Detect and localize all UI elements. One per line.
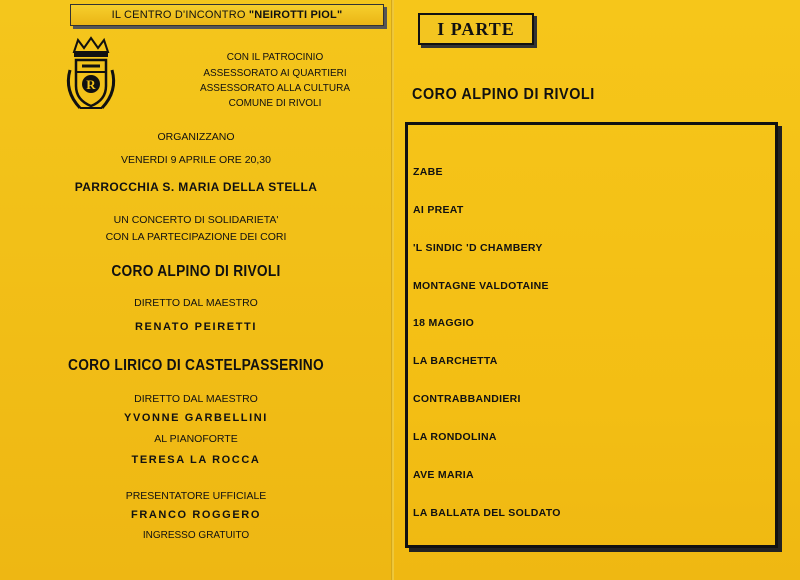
presenter-label: PRESENTATORE UFFICIALE	[125, 490, 267, 502]
song-item: LA BALLATA DEL SOLDATO	[413, 507, 561, 519]
song-item: AI PREAT	[413, 204, 464, 216]
directed-by-2: DIRETTO DAL MAESTRO	[134, 393, 258, 405]
song-list-box	[405, 122, 778, 548]
venue: PARROCCHIA S. MARIA DELLA STELLA	[74, 180, 318, 194]
piano-label: AL PIANOFORTE	[154, 433, 238, 445]
right-choir-title: CORO ALPINO DI RIVOLI	[412, 86, 595, 103]
date-time: VENERDI 9 APRILE ORE 20,30	[121, 154, 271, 166]
director-2: YVONNE GARBELLINI	[124, 412, 268, 424]
song-item: CONTRABBANDIERI	[413, 393, 521, 405]
organize-text: ORGANIZZANO	[157, 131, 235, 143]
song-item: MONTAGNE VALDOTAINE	[413, 280, 549, 292]
patronage-line-4: COMUNE DI RIVOLI	[228, 98, 322, 109]
concert-line-1: UN CONCERTO DI SOLIDARIETA'	[113, 214, 279, 226]
song-item: LA RONDOLINA	[413, 431, 497, 443]
song-item: 18 MAGGIO	[413, 317, 475, 329]
song-item: AVE MARIA	[413, 469, 474, 481]
rivoli-coat-of-arms-icon	[62, 36, 120, 116]
presenter: FRANCO ROGGERO	[131, 509, 261, 521]
song-item: ZABE	[413, 166, 443, 178]
entry-note: INGRESSO GRATUITO	[142, 530, 250, 541]
section-title: I PARTE	[418, 13, 534, 45]
concert-line-2: CON LA PARTECIPAZIONE DEI CORI	[105, 231, 287, 243]
header-prefix: IL CENTRO D'INCONTRO	[111, 9, 249, 21]
directed-by-1: DIRETTO DAL MAESTRO	[134, 297, 258, 309]
choir-1-title: CORO ALPINO DI RIVOLI	[111, 263, 281, 280]
patronage-line-3: ASSESSORATO ALLA CULTURA	[199, 83, 351, 94]
song-item: 'L SINDIC 'D CHAMBERY	[413, 242, 543, 254]
header-name: "NEIROTTI PIOL"	[248, 9, 343, 21]
song-item: LA BARCHETTA	[413, 355, 498, 367]
patronage-line-2: ASSESSORATO AI QUARTIERI	[203, 68, 347, 79]
choir-2-title: CORO LIRICO DI CASTELPASSERINO	[68, 357, 324, 374]
pianist: TERESA LA ROCCA	[131, 454, 261, 466]
svg-text:R: R	[86, 77, 96, 92]
organizer-header	[70, 4, 384, 26]
director-1: RENATO PEIRETTI	[135, 321, 257, 333]
patronage-line-1: CON IL PATROCINIO	[226, 52, 324, 63]
left-page	[0, 0, 392, 580]
